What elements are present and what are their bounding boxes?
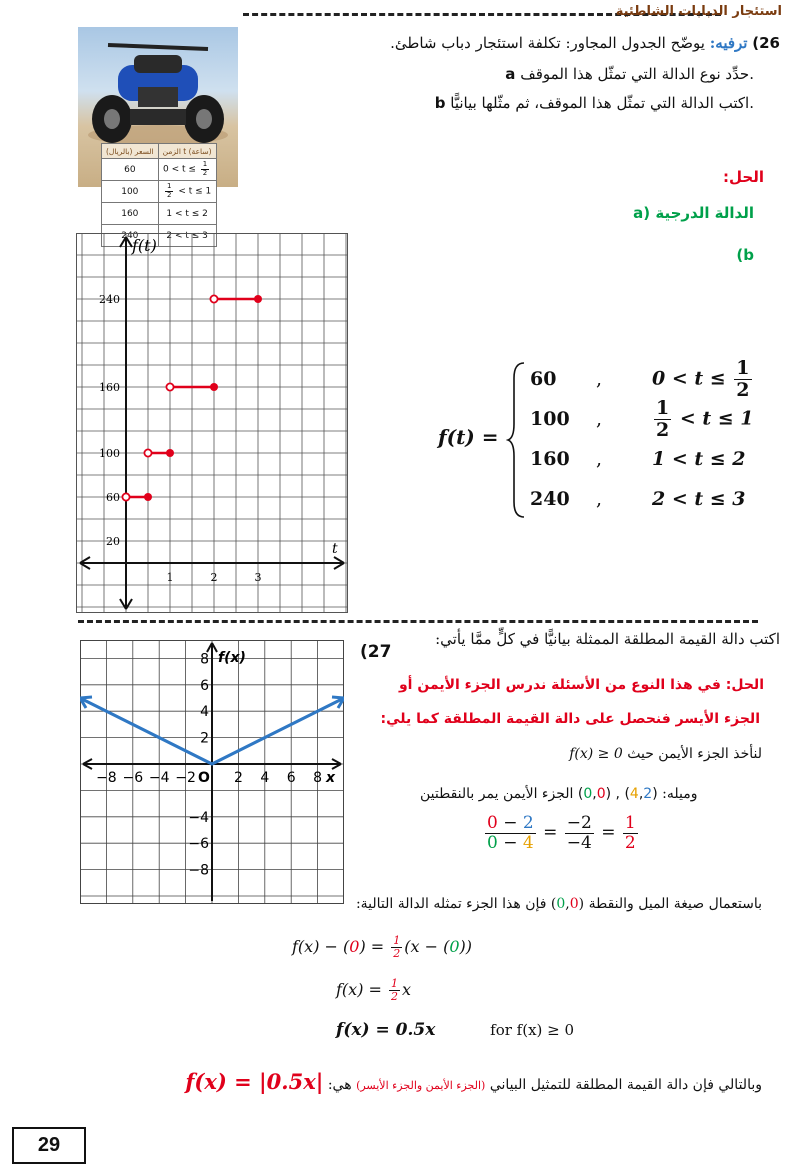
case-condition: $\frac{1}{2}$ < t ≤ 1 — [656, 396, 754, 441]
x-tick-label: −8 — [96, 770, 117, 786]
open-endpoint — [210, 295, 217, 302]
y-tick-label: 240 — [99, 293, 120, 306]
y-tick-label: 2 — [200, 730, 209, 747]
open-endpoint — [144, 449, 151, 456]
table-row — [102, 159, 217, 181]
q26-part-b: b اكتب الدالة التي تمثّل هذا الموقف، ثم مثّلها بيانيًّا. — [434, 94, 754, 112]
case-separator: , — [596, 408, 603, 430]
piecewise-lhs: f(t) = — [438, 425, 499, 449]
price-cell: 100 — [102, 181, 159, 203]
y-tick-label: 8 — [200, 651, 209, 668]
y-tick-label: −4 — [188, 809, 209, 826]
x-tick-label: 2 — [210, 571, 218, 584]
equation-3: f(x) = 0.5x for f(x) ≥ 0 — [336, 1020, 575, 1040]
y-tick-label: 20 — [106, 535, 120, 548]
price-cell: 160 — [102, 203, 159, 225]
x-tick-label: 4 — [260, 770, 270, 786]
page-number: 29 — [12, 1127, 86, 1164]
table-row — [102, 203, 217, 225]
y-tick-label: 6 — [200, 677, 209, 694]
take-right-part: لنأخذ الجزء الأيمن حيث f(x) ≥ 0 — [569, 746, 762, 762]
slope-calculation: $\frac{0 - 2}{0 - 4}$ = $\frac{-2}{-4}$ = $\frac{1}{2}$ — [487, 813, 636, 853]
final-answer: وبالتالي فإن دالة القيمة المطلقة للتمثيل البياني (الجزء الأيمن والجزء الأيسر) هي: f(x) = |0.5x| — [185, 1069, 762, 1094]
x-tick-label: 3 — [254, 571, 262, 584]
case-condition: 0 < t ≤ $\frac{1}{2}$ — [652, 356, 750, 401]
case-value: 100 — [530, 408, 570, 430]
origin-label: O — [198, 770, 210, 786]
piecewise-case — [530, 396, 770, 441]
closed-endpoint — [166, 449, 174, 457]
open-endpoint — [166, 383, 173, 390]
x-tick-label: 2 — [233, 770, 243, 786]
x-tick-label: −2 — [175, 770, 196, 786]
x-tick-label: 8 — [313, 770, 323, 786]
piecewise-case — [530, 440, 770, 478]
rent-table — [101, 143, 217, 247]
y-tick-label: 160 — [99, 381, 120, 394]
section-title: استئجار الدبابات الشاطئية — [615, 4, 782, 19]
y-tick-label: 100 — [99, 447, 120, 460]
piecewise-function — [438, 356, 768, 520]
closed-endpoint — [144, 493, 152, 501]
curly-brace — [506, 360, 528, 520]
x-axis-label: t — [332, 541, 338, 557]
y-tick-label: −6 — [188, 836, 209, 853]
case-separator: , — [596, 368, 603, 390]
case-value: 160 — [530, 448, 570, 470]
case-condition: 2 < t ≤ 3 — [652, 488, 746, 510]
table-row — [102, 181, 217, 203]
case-separator: , — [596, 488, 603, 510]
x-tick-label: 1 — [166, 571, 174, 584]
final-equation: f(x) = |0.5x| — [185, 1069, 324, 1094]
x-tick-label: −4 — [148, 770, 170, 786]
equation-1: f(x) − (0) = $\frac{1}{2}$ (x − (0)) — [292, 934, 473, 961]
piecewise-case — [530, 480, 770, 518]
time-cell: $\frac{1}{2}$ < t ≤ 1 — [158, 181, 216, 203]
y-tick-label: 4 — [200, 704, 209, 721]
time-cell: 2 < t ≤ 3 — [158, 225, 216, 247]
time-header: الزمن t (ساعة) — [158, 144, 216, 159]
question-divider — [78, 620, 758, 623]
q26-solution-label: الحل: — [723, 168, 764, 186]
passes-through: وميله: (4,2) , (0,0) الجزء الأيمن يمر بالنقطتين — [420, 786, 698, 802]
q27-solution-line2: الجزء الأيسر فنحصل على دالة القيمة المطلقة كما يلي: — [380, 711, 760, 727]
price-cell: 240 — [102, 225, 159, 247]
rent-table-header — [102, 144, 217, 159]
equation-2: f(x) = $\frac{1}{2}$ x — [336, 977, 412, 1004]
x-tick-label: 6 — [286, 770, 296, 786]
time-cell: 1 < t ≤ 2 — [158, 203, 216, 225]
x-axis-label: x — [326, 770, 336, 786]
time-cell: 0 < t ≤ $\frac{1}{2}$ — [158, 159, 216, 181]
closed-endpoint — [254, 295, 262, 303]
price-cell: 60 — [102, 159, 159, 181]
y-tick-label: 60 — [106, 491, 120, 504]
q27-statement: اكتب دالة القيمة المطلقة الممثلة بيانيًّا في كلٍّ ممَّا يأتي: — [435, 630, 780, 648]
case-value: 240 — [530, 488, 570, 510]
price-header: السعر (بالريال) — [102, 144, 159, 159]
q27-number: (27 — [360, 642, 392, 662]
q26-part-a: a حدِّد نوع الدالة التي تمثّل هذا الموقف. — [505, 65, 754, 83]
y-axis-label: f(x) — [218, 650, 246, 666]
case-separator: , — [596, 448, 603, 470]
q26-statement: 26) ترفيه: يوضّح الجدول المجاور: تكلفة استئجار دباب شاطئ. — [390, 34, 780, 52]
y-axis-label: f(t) — [132, 236, 157, 255]
open-endpoint — [122, 493, 129, 500]
graph-frame — [77, 234, 348, 613]
q26-answer-b: (b — [736, 246, 754, 264]
q27-solution-line1: الحل: في هذا النوع من الأسئلة ندرس الجزء الأيمن أو — [398, 677, 764, 693]
q26-answer-a: a) الدالة الدرجية — [633, 204, 754, 222]
absolute-value-graph — [80, 640, 344, 904]
step-function-graph — [76, 233, 348, 613]
y-tick-label: −8 — [188, 862, 209, 879]
x-tick-label: −6 — [122, 770, 144, 786]
case-value: 60 — [530, 368, 557, 390]
using-slope-point: باستعمال صيغة الميل والنقطة (0,0) فإن هذا الجزء تمثله الدالة التالية: — [355, 896, 762, 912]
closed-endpoint — [210, 383, 218, 391]
piecewise-case — [530, 356, 770, 401]
case-condition: 1 < t ≤ 2 — [652, 448, 746, 470]
